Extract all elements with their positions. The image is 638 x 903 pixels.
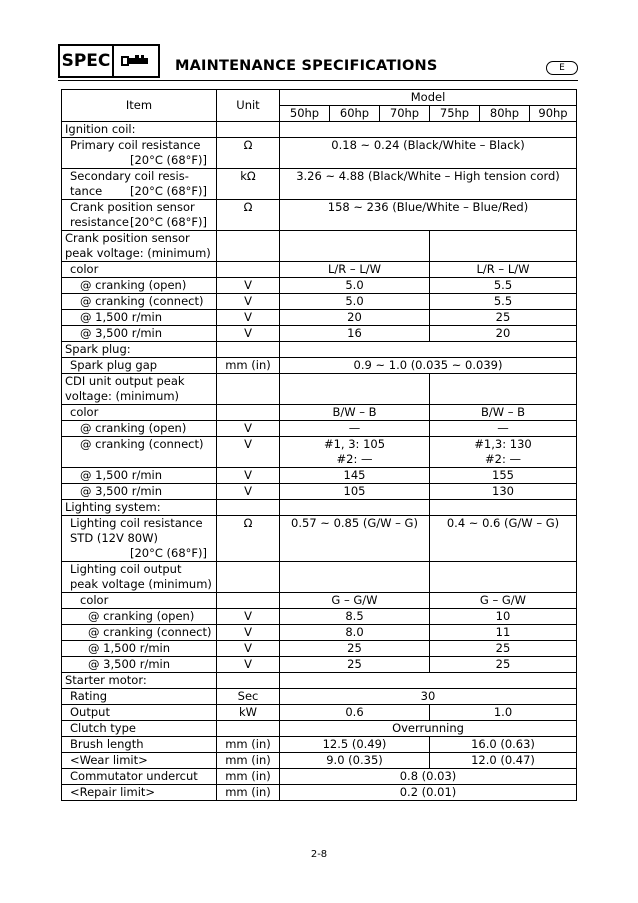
- col-model: Model: [280, 90, 577, 106]
- cps-section: Crank position sensor peak voltage: (minimum) color L/R – L/W L/R – L/W @ cranking (open) V 5.0 5.5 @ cranking (connect) V 5.0 5.5 @ 1,500 r/min V 20 25 @ 3,500 r/min V 16 20: [62, 231, 577, 342]
- col-unit: Unit: [217, 90, 280, 122]
- language-badge: E: [546, 61, 578, 75]
- model-60hp: 60hp: [330, 106, 380, 122]
- row-label: Crank position sensor resistance [20°C (68°F)]: [62, 200, 217, 231]
- page-title: MAINTENANCE SPECIFICATIONS: [175, 58, 438, 74]
- model-75hp: 75hp: [430, 106, 480, 122]
- starter-section: Starter motor: Rating Sec 30 Output kW 0.6 1.0 Clutch type Overrunning Brush length mm (in) 12.5 (0.49) 16.0 (0.63) <Wear limit> mm (in) 9.0 (0.35) 12.0 (0.47) Commutator undercut mm (in) 0.8 (0.03) <Repair limit> mm (in) 0.2 (0.01): [62, 673, 577, 801]
- ignition-section: Ignition coil: Primary coil resistance [20°C (68°F)] Ω 0.18 ~ 0.24 (Black/White – Black) Secondary coil resis- tance [20°C (68°F)] kΩ 3.26 ~ 4.88 (Black/White – High tension cord) Crank position sensor resistance [20°C (68°F)] Ω 158 ~ 236 (Blue/White – Blue/Red): [62, 122, 577, 231]
- lighting-section: Lighting system: Lighting coil resistance STD (12V 80W) [20°C (68°F)] Ω 0.57 ~ 0.85 (G/W – G) 0.4 ~ 0.6 (G/W – G) Lighting coil output peak voltage (minimum) color G – G/W G – G/W @ cranking (open) V 8.5 10 @ cranking (connect) V 8.0 11 @ 1,500 r/min V 25 25 @ 3,500 r/min V 25 25: [62, 500, 577, 673]
- model-70hp: 70hp: [380, 106, 430, 122]
- page-number: 2-8: [310, 849, 328, 860]
- col-item: Item: [62, 90, 217, 122]
- page-header: [58, 44, 578, 80]
- model-90hp: 90hp: [530, 106, 577, 122]
- header-rule: [58, 80, 578, 81]
- cdi-section: CDI unit output peak voltage: (minimum) color B/W – B B/W – B @ cranking (open) V — — @ cranking (connect) V #1, 3: 105 #2: — #1,3: 130 #2: — @ 1,500 r/min V 145 155 @ 3,500 r/min V 105 130: [62, 374, 577, 500]
- wrench-icon: [114, 44, 160, 78]
- spark-section: Spark plug: Spark plug gap mm (in) 0.9 ~ 1.0 (0.035 ~ 0.039): [62, 342, 577, 374]
- row-label: Primary coil resistance [20°C (68°F)]: [62, 138, 217, 169]
- section-title: Ignition coil:: [62, 122, 217, 138]
- model-80hp: 80hp: [480, 106, 530, 122]
- row-label: Secondary coil resis- tance [20°C (68°F)]: [62, 169, 217, 200]
- spec-table: [61, 89, 577, 801]
- spec-label: SPEC: [58, 44, 114, 78]
- model-50hp: 50hp: [280, 106, 330, 122]
